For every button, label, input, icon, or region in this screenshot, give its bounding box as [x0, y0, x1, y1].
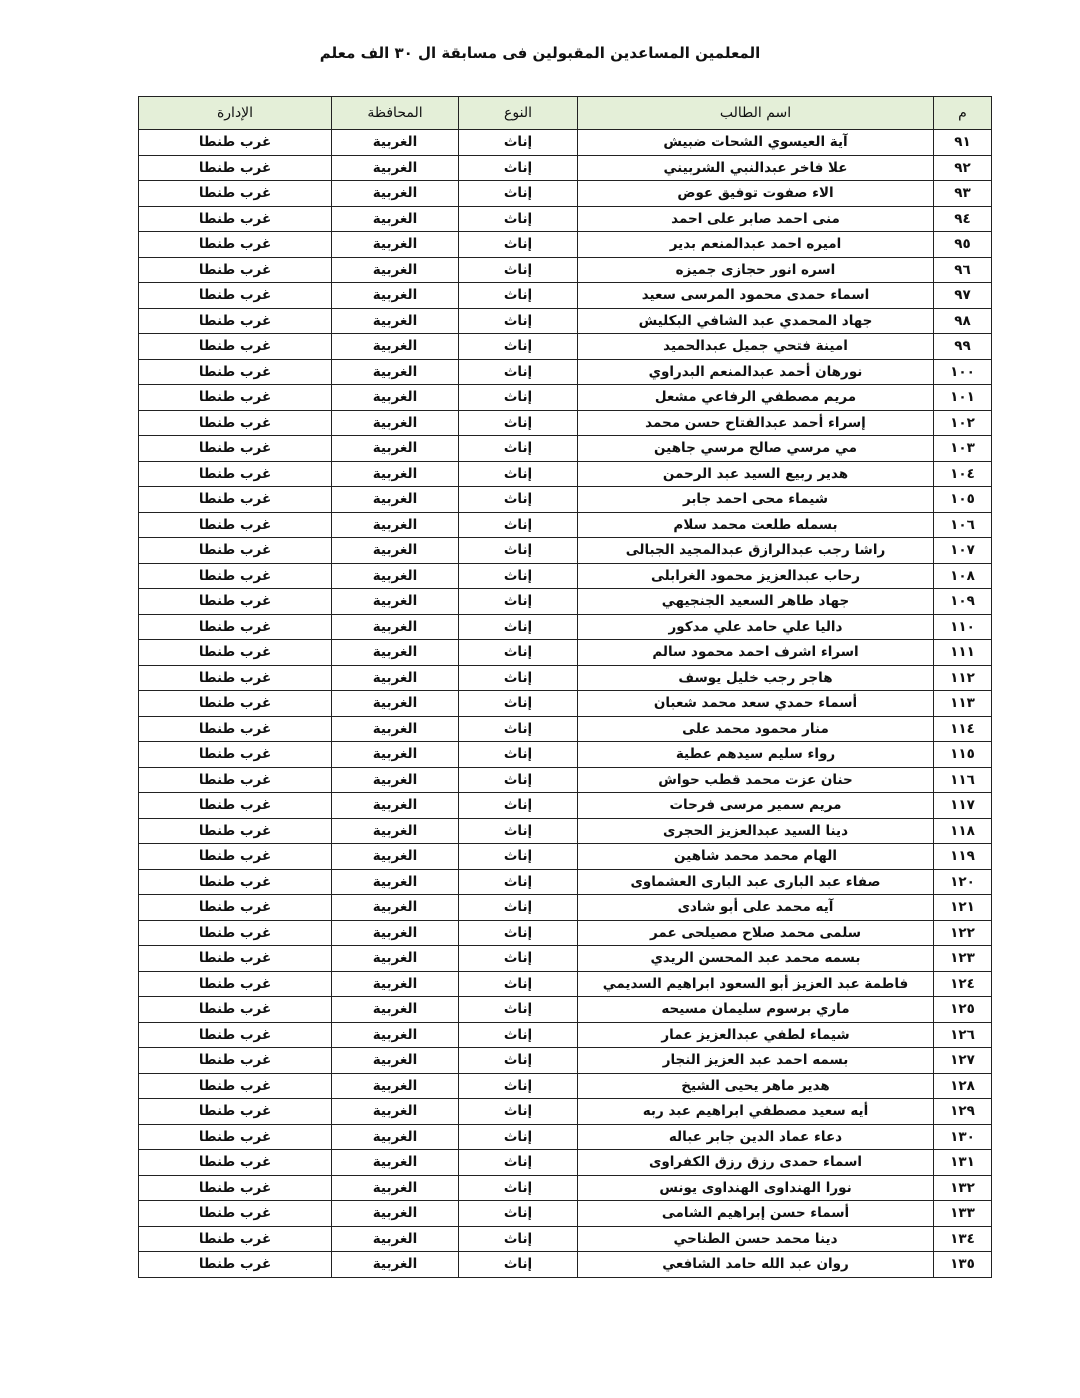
cell-administration: غرب طنطا [139, 742, 332, 768]
cell-student-name: مي مرسي صالح مرسي جاهين [578, 436, 934, 462]
table-row [139, 512, 992, 538]
table-row [139, 334, 992, 360]
cell-gender: إناث [459, 1150, 578, 1176]
cell-student-name: شيماء محى احمد جابر [578, 487, 934, 513]
cell-gender: إناث [459, 997, 578, 1023]
cell-governorate: الغربية [332, 308, 459, 334]
cell-gender: إناث [459, 920, 578, 946]
cell-number: ١٠٩ [934, 589, 992, 615]
cell-student-name: جهاد المحمدي عبد الشافي البكليش [578, 308, 934, 334]
cell-governorate: الغربية [332, 716, 459, 742]
cell-governorate: الغربية [332, 691, 459, 717]
cell-gender: إناث [459, 155, 578, 181]
cell-administration: غرب طنطا [139, 691, 332, 717]
table-row [139, 614, 992, 640]
cell-gender: إناث [459, 946, 578, 972]
cell-governorate: الغربية [332, 946, 459, 972]
cell-number: ١١١ [934, 640, 992, 666]
cell-gender: إناث [459, 1048, 578, 1074]
cell-governorate: الغربية [332, 1226, 459, 1252]
cell-student-name: بسمله طلعت محمد سلام [578, 512, 934, 538]
cell-number: ١٠١ [934, 385, 992, 411]
cell-gender: إناث [459, 844, 578, 870]
students-table [138, 96, 992, 1278]
table-row [139, 1175, 992, 1201]
cell-student-name: اسماء حمدى محمود المرسى سعيد [578, 283, 934, 309]
table-row [139, 1022, 992, 1048]
cell-number: ١٢٢ [934, 920, 992, 946]
table-row [139, 691, 992, 717]
cell-student-name: دينا السيد عبدالعزيز الحجرى [578, 818, 934, 844]
cell-gender: إناث [459, 767, 578, 793]
cell-student-name: أسماء حسن إبراهيم الشامى [578, 1201, 934, 1227]
cell-number: ١٣٠ [934, 1124, 992, 1150]
table-row [139, 257, 992, 283]
cell-student-name: هدير ماهر يحيى الشيخ [578, 1073, 934, 1099]
cell-number: ١١٩ [934, 844, 992, 870]
table-row [139, 283, 992, 309]
cell-governorate: الغربية [332, 640, 459, 666]
cell-number: ١٢٩ [934, 1099, 992, 1125]
table-row [139, 742, 992, 768]
cell-student-name: روان عبد الله حامد الشافعي [578, 1252, 934, 1278]
cell-gender: إناث [459, 1099, 578, 1125]
table-row [139, 155, 992, 181]
cell-gender: إناث [459, 257, 578, 283]
cell-student-name: منار محمود محمد على [578, 716, 934, 742]
cell-gender: إناث [459, 665, 578, 691]
cell-administration: غرب طنطا [139, 1099, 332, 1125]
table-row [139, 716, 992, 742]
cell-administration: غرب طنطا [139, 1073, 332, 1099]
table-row [139, 206, 992, 232]
cell-number: ١٠٧ [934, 538, 992, 564]
cell-number: ١١٢ [934, 665, 992, 691]
table-row [139, 895, 992, 921]
cell-administration: غرب طنطا [139, 130, 332, 156]
table-row [139, 1201, 992, 1227]
cell-student-name: اميره احمد عبدالمنعم بدير [578, 232, 934, 258]
cell-governorate: الغربية [332, 1150, 459, 1176]
cell-number: ١١٤ [934, 716, 992, 742]
cell-gender: إناث [459, 334, 578, 360]
cell-administration: غرب طنطا [139, 589, 332, 615]
cell-student-name: سلمى محمد صلاح مصيلحى عمر [578, 920, 934, 946]
table-row [139, 1048, 992, 1074]
cell-number: ٩٥ [934, 232, 992, 258]
cell-number: ١٠٢ [934, 410, 992, 436]
cell-administration: غرب طنطا [139, 359, 332, 385]
table-body [139, 130, 992, 1278]
cell-student-name: آيه محمد على أبو شادى [578, 895, 934, 921]
cell-governorate: الغربية [332, 869, 459, 895]
cell-gender: إناث [459, 691, 578, 717]
cell-student-name: حنان عزت محمد قطب حواش [578, 767, 934, 793]
cell-student-name: شيماء لطفي عبدالعزيز عمار [578, 1022, 934, 1048]
table-row [139, 1150, 992, 1176]
cell-administration: غرب طنطا [139, 257, 332, 283]
cell-gender: إناث [459, 1124, 578, 1150]
cell-administration: غرب طنطا [139, 895, 332, 921]
cell-administration: غرب طنطا [139, 1201, 332, 1227]
cell-administration: غرب طنطا [139, 181, 332, 207]
cell-governorate: الغربية [332, 410, 459, 436]
cell-governorate: الغربية [332, 920, 459, 946]
cell-number: ٩٩ [934, 334, 992, 360]
cell-student-name: جهاد طاهر السعيد الجنجيهي [578, 589, 934, 615]
cell-student-name: هاجر رجب خليل يوسف [578, 665, 934, 691]
cell-gender: إناث [459, 181, 578, 207]
cell-number: ١٠٤ [934, 461, 992, 487]
cell-administration: غرب طنطا [139, 793, 332, 819]
cell-governorate: الغربية [332, 793, 459, 819]
cell-gender: إناث [459, 308, 578, 334]
cell-student-name: دينا محمد حسن الطناحي [578, 1226, 934, 1252]
cell-administration: غرب طنطا [139, 971, 332, 997]
table-row [139, 436, 992, 462]
cell-number: ٩٦ [934, 257, 992, 283]
cell-student-name: ماري برسوم سليمان مسيحه [578, 997, 934, 1023]
table-row [139, 308, 992, 334]
cell-governorate: الغربية [332, 283, 459, 309]
cell-administration: غرب طنطا [139, 997, 332, 1023]
cell-administration: غرب طنطا [139, 1022, 332, 1048]
cell-number: ١٢٥ [934, 997, 992, 1023]
cell-governorate: الغربية [332, 1201, 459, 1227]
cell-governorate: الغربية [332, 257, 459, 283]
cell-administration: غرب طنطا [139, 308, 332, 334]
table-row [139, 1252, 992, 1278]
cell-gender: إناث [459, 1175, 578, 1201]
table-row [139, 920, 992, 946]
cell-governorate: الغربية [332, 844, 459, 870]
cell-governorate: الغربية [332, 1073, 459, 1099]
cell-student-name: فاطمة عبد العزيز أبو السعود ابراهيم السديمي [578, 971, 934, 997]
cell-governorate: الغربية [332, 971, 459, 997]
table-row [139, 1073, 992, 1099]
cell-number: ١٠٠ [934, 359, 992, 385]
cell-student-name: آية العيسوي الشحات ضبيش [578, 130, 934, 156]
cell-administration: غرب طنطا [139, 640, 332, 666]
cell-administration: غرب طنطا [139, 283, 332, 309]
cell-number: ١٢١ [934, 895, 992, 921]
cell-gender: إناث [459, 716, 578, 742]
cell-number: ١٢٧ [934, 1048, 992, 1074]
cell-student-name: أيه سعيد مصطفي ابراهيم عبد ربه [578, 1099, 934, 1125]
cell-student-name: نورهان أحمد عبدالمنعم البدراوي [578, 359, 934, 385]
cell-gender: إناث [459, 793, 578, 819]
cell-student-name: اسماء حمدى رزق رزق الكفراوى [578, 1150, 934, 1176]
table-row [139, 1124, 992, 1150]
table-row [139, 818, 992, 844]
cell-student-name: رواء سليم سيدهم عطية [578, 742, 934, 768]
table-header-row [139, 97, 992, 130]
cell-student-name: دعاء عماد الدين جابر عباله [578, 1124, 934, 1150]
cell-governorate: الغربية [332, 130, 459, 156]
table-row [139, 1226, 992, 1252]
cell-number: ١٢٠ [934, 869, 992, 895]
cell-administration: غرب طنطا [139, 767, 332, 793]
table-row [139, 589, 992, 615]
cell-student-name: هدير ربيع السيد عبد الرحمن [578, 461, 934, 487]
cell-student-name: الهام محمد محمد شاهين [578, 844, 934, 870]
cell-number: ١٢٣ [934, 946, 992, 972]
cell-number: ١٣٣ [934, 1201, 992, 1227]
cell-number: ١٣٢ [934, 1175, 992, 1201]
cell-administration: غرب طنطا [139, 512, 332, 538]
cell-student-name: صفاء عبد البارى عبد البارى العشماوى [578, 869, 934, 895]
cell-gender: إناث [459, 1022, 578, 1048]
cell-administration: غرب طنطا [139, 1252, 332, 1278]
cell-governorate: الغربية [332, 461, 459, 487]
cell-gender: إناث [459, 563, 578, 589]
cell-number: ١١٠ [934, 614, 992, 640]
cell-student-name: رحاب عبدالعزيز محمود الغرابلى [578, 563, 934, 589]
cell-student-name: منى احمد صابر على احمد [578, 206, 934, 232]
cell-number: ١٢٤ [934, 971, 992, 997]
cell-gender: إناث [459, 512, 578, 538]
table-row [139, 410, 992, 436]
cell-student-name: الاء صفوت توفيق عوض [578, 181, 934, 207]
cell-governorate: الغربية [332, 487, 459, 513]
cell-gender: إناث [459, 385, 578, 411]
table-row [139, 563, 992, 589]
cell-gender: إناث [459, 1252, 578, 1278]
cell-gender: إناث [459, 971, 578, 997]
table-row [139, 130, 992, 156]
cell-governorate: الغربية [332, 334, 459, 360]
cell-governorate: الغربية [332, 359, 459, 385]
cell-gender: إناث [459, 206, 578, 232]
cell-governorate: الغربية [332, 232, 459, 258]
table-row [139, 946, 992, 972]
cell-gender: إناث [459, 130, 578, 156]
cell-governorate: الغربية [332, 155, 459, 181]
cell-gender: إناث [459, 487, 578, 513]
cell-administration: غرب طنطا [139, 1226, 332, 1252]
cell-administration: غرب طنطا [139, 1175, 332, 1201]
cell-governorate: الغربية [332, 742, 459, 768]
cell-administration: غرب طنطا [139, 410, 332, 436]
cell-student-name: نورا الهنداوى الهنداوى يونس [578, 1175, 934, 1201]
cell-governorate: الغربية [332, 563, 459, 589]
cell-administration: غرب طنطا [139, 1124, 332, 1150]
cell-gender: إناث [459, 461, 578, 487]
cell-gender: إناث [459, 436, 578, 462]
page-title: المعلمين المساعدين المقبولين فى مسابقة ال ٣٠ الف معلم [319, 44, 761, 62]
header-governorate: المحافظة [332, 97, 459, 130]
cell-governorate: الغربية [332, 1099, 459, 1125]
table-row [139, 997, 992, 1023]
cell-gender: إناث [459, 614, 578, 640]
cell-gender: إناث [459, 232, 578, 258]
cell-governorate: الغربية [332, 665, 459, 691]
cell-governorate: الغربية [332, 1124, 459, 1150]
cell-gender: إناث [459, 742, 578, 768]
cell-administration: غرب طنطا [139, 538, 332, 564]
cell-number: ١٣٤ [934, 1226, 992, 1252]
table-row [139, 487, 992, 513]
cell-gender: إناث [459, 1073, 578, 1099]
cell-gender: إناث [459, 895, 578, 921]
cell-administration: غرب طنطا [139, 436, 332, 462]
cell-student-name: بسمه محمد عبد المحسن الريدي [578, 946, 934, 972]
cell-student-name: اسراء اشرف احمد محمود سالم [578, 640, 934, 666]
cell-administration: غرب طنطا [139, 563, 332, 589]
cell-governorate: الغربية [332, 818, 459, 844]
cell-administration: غرب طنطا [139, 155, 332, 181]
cell-gender: إناث [459, 589, 578, 615]
cell-student-name: اسره انور حجازى جميزه [578, 257, 934, 283]
cell-student-name: مريم مصطفي الرفاعي مشعل [578, 385, 934, 411]
cell-administration: غرب طنطا [139, 946, 332, 972]
cell-student-name: إسراء أحمد عبدالفتاح حسن محمد [578, 410, 934, 436]
table-row [139, 971, 992, 997]
header-administration: الإدارة [139, 97, 332, 130]
cell-governorate: الغربية [332, 997, 459, 1023]
cell-governorate: الغربية [332, 206, 459, 232]
cell-student-name: داليا علي حامد علي مدكور [578, 614, 934, 640]
table-row [139, 793, 992, 819]
cell-gender: إناث [459, 1201, 578, 1227]
cell-number: ١٢٦ [934, 1022, 992, 1048]
table-row [139, 181, 992, 207]
cell-number: ١٠٨ [934, 563, 992, 589]
header-number: م [934, 97, 992, 130]
cell-governorate: الغربية [332, 1252, 459, 1278]
cell-number: ٩٧ [934, 283, 992, 309]
cell-number: ١١٣ [934, 691, 992, 717]
table-row [139, 232, 992, 258]
cell-number: ١٠٥ [934, 487, 992, 513]
cell-administration: غرب طنطا [139, 818, 332, 844]
table-row [139, 385, 992, 411]
cell-student-name: امينة فتحي جميل عبدالحميد [578, 334, 934, 360]
cell-gender: إناث [459, 359, 578, 385]
cell-number: ١٠٦ [934, 512, 992, 538]
cell-administration: غرب طنطا [139, 1150, 332, 1176]
cell-student-name: بسمه احمد عبد العزيز النجار [578, 1048, 934, 1074]
cell-administration: غرب طنطا [139, 206, 332, 232]
cell-number: ٩١ [934, 130, 992, 156]
cell-administration: غرب طنطا [139, 1048, 332, 1074]
cell-student-name: علا فاخر عبدالنبي الشربيني [578, 155, 934, 181]
cell-number: ١٢٨ [934, 1073, 992, 1099]
cell-administration: غرب طنطا [139, 665, 332, 691]
cell-number: ٩٨ [934, 308, 992, 334]
cell-number: ٩٢ [934, 155, 992, 181]
cell-number: ١١٦ [934, 767, 992, 793]
cell-gender: إناث [459, 538, 578, 564]
cell-administration: غرب طنطا [139, 461, 332, 487]
cell-gender: إناث [459, 1226, 578, 1252]
cell-student-name: مريم سمير مرسى فرحات [578, 793, 934, 819]
table-row [139, 869, 992, 895]
cell-governorate: الغربية [332, 181, 459, 207]
cell-administration: غرب طنطا [139, 844, 332, 870]
cell-governorate: الغربية [332, 589, 459, 615]
table-row [139, 665, 992, 691]
cell-governorate: الغربية [332, 614, 459, 640]
cell-number: ١٠٣ [934, 436, 992, 462]
cell-number: ١٣١ [934, 1150, 992, 1176]
cell-governorate: الغربية [332, 895, 459, 921]
table-row [139, 844, 992, 870]
cell-number: ١١٨ [934, 818, 992, 844]
cell-gender: إناث [459, 869, 578, 895]
cell-administration: غرب طنطا [139, 232, 332, 258]
cell-gender: إناث [459, 410, 578, 436]
table-row [139, 640, 992, 666]
cell-gender: إناث [459, 818, 578, 844]
cell-governorate: الغربية [332, 1048, 459, 1074]
cell-administration: غرب طنطا [139, 920, 332, 946]
cell-number: ١١٥ [934, 742, 992, 768]
cell-governorate: الغربية [332, 512, 459, 538]
cell-governorate: الغربية [332, 436, 459, 462]
cell-governorate: الغربية [332, 538, 459, 564]
table-row [139, 1099, 992, 1125]
cell-governorate: الغربية [332, 1175, 459, 1201]
cell-administration: غرب طنطا [139, 334, 332, 360]
table-row [139, 359, 992, 385]
cell-governorate: الغربية [332, 385, 459, 411]
cell-administration: غرب طنطا [139, 487, 332, 513]
cell-number: ١١٧ [934, 793, 992, 819]
cell-gender: إناث [459, 283, 578, 309]
cell-governorate: الغربية [332, 1022, 459, 1048]
table-row [139, 461, 992, 487]
cell-number: ١٣٥ [934, 1252, 992, 1278]
cell-student-name: أسماء حمدي سعد محمد شعبان [578, 691, 934, 717]
cell-administration: غرب طنطا [139, 716, 332, 742]
cell-administration: غرب طنطا [139, 614, 332, 640]
cell-number: ٩٤ [934, 206, 992, 232]
cell-gender: إناث [459, 640, 578, 666]
cell-governorate: الغربية [332, 767, 459, 793]
table-row [139, 538, 992, 564]
cell-administration: غرب طنطا [139, 869, 332, 895]
table-row [139, 767, 992, 793]
header-gender: النوع [459, 97, 578, 130]
cell-number: ٩٣ [934, 181, 992, 207]
cell-student-name: راشا رجب عبدالرازق عبدالمجيد الجبالى [578, 538, 934, 564]
header-student-name: اسم الطالب [578, 97, 934, 130]
cell-administration: غرب طنطا [139, 385, 332, 411]
